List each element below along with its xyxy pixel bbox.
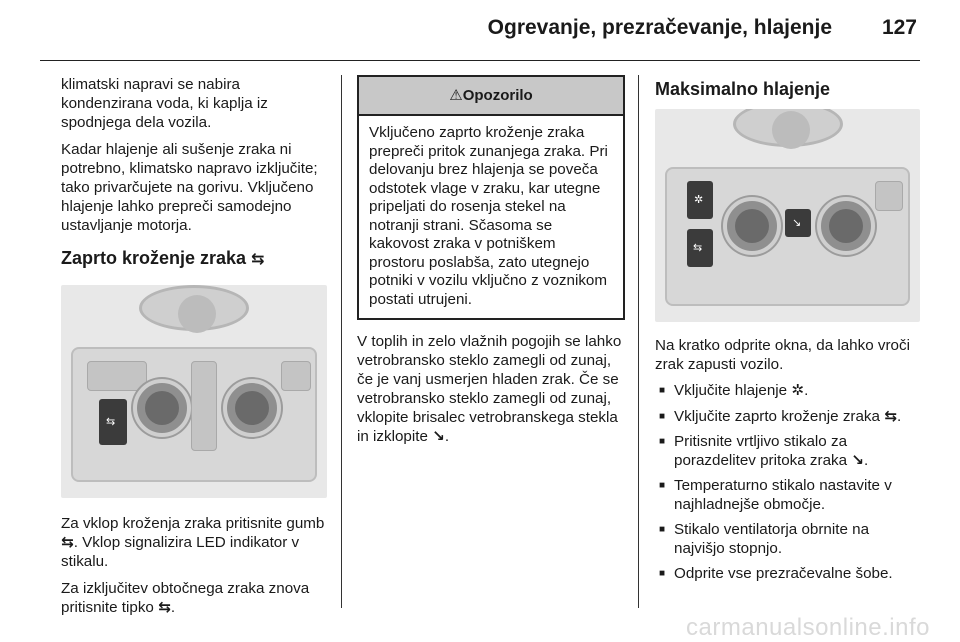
panel-button: [87, 361, 147, 391]
warning-text: Vključeno zaprto kroženje zraka prepreči pritok zunanjega zraka. Pri delovanju brez hlajenja se poveča odstotek vlage v zraku, kar utegne pripeljati do rosenja stekel na notranji strani. Sčasoma se kakovost zraka v potniškem prostoru poslabša, zato utegnejo potniki v vozilu vključno z voznikom postati utrujeni.: [369, 124, 608, 308]
air-distribution-icon: ↘: [792, 217, 802, 229]
section-heading-text: Zaprto kroženje zraka: [61, 248, 247, 268]
fan-knob: [133, 379, 191, 437]
column-divider: [341, 75, 342, 608]
recirculation-button: [687, 229, 713, 267]
climate-panel-image: [655, 109, 920, 322]
section-heading: [61, 247, 327, 271]
list-item: ■ Vključite hlajenje ✲.: [655, 382, 923, 401]
column-divider: [638, 75, 639, 608]
header-rule: [40, 60, 920, 61]
watermark: carmanualsonline.info: [686, 614, 930, 641]
air-vent: [733, 109, 843, 147]
air-distribution-icon: ↘: [851, 451, 865, 469]
panel-button: [281, 361, 311, 391]
fan-knob: [723, 197, 781, 255]
paragraph: V toplih in zelo vlažnih pogojih se lahko vetrobransko steklo zamegli od zunaj, če je vanj usmerjen hladen zrak. Če se vetrobransko steklo zamegli od zunaj, vklopite brisalec vetrobranskega stekla in izklopite ↘.: [357, 333, 622, 445]
list-item: ■ Temperaturno stikalo nastavite v najhladnejše območje.: [655, 477, 923, 514]
section-heading: Maksimalno hlajenje: [655, 79, 831, 99]
paragraph: klimatski napravi se nabira kondenzirana voda, ki kaplja iz spodnjega dela vozila.: [61, 76, 268, 131]
recirculation-icon: ⇆: [158, 599, 171, 616]
snowflake-icon: ✲: [791, 382, 805, 399]
panel-button: [875, 181, 903, 211]
paragraph: Na kratko odprite okna, da lahko vroči zrak zapusti vozilo.: [655, 337, 910, 373]
panel-button: [191, 361, 217, 451]
recirculation-icon: ⇆: [884, 407, 897, 425]
snowflake-icon: ✲: [694, 194, 704, 206]
air-vent: [139, 285, 249, 331]
recirculation-icon: ⇆: [693, 242, 703, 254]
list-item: ■ Vključite zaprto kroženje zraka ⇆.: [655, 408, 923, 427]
climate-panel-image: [61, 285, 327, 498]
paragraph: Za izključitev obtočnega zraka znova pritisnite tipko ⇆.: [61, 580, 310, 616]
control-panel: [665, 167, 910, 306]
recirculation-icon: ⇆: [106, 416, 116, 428]
control-panel: [71, 347, 317, 482]
recirculation-button: [99, 399, 127, 445]
column-middle: [357, 75, 625, 454]
column-right: [655, 75, 923, 591]
paragraph: Kadar hlajenje ali sušenje zraka ni potrebno, klimatsko napravo izključite; tako privarčujete na gorivu. Vključeno hlajenje lahko prepreči samodejno ustavljanje motorja.: [61, 141, 318, 234]
page-number: 127: [881, 16, 917, 39]
header-title: Ogrevanje, prezračevanje, hlajenje: [487, 16, 832, 39]
air-distribution-icon: ↘: [432, 428, 445, 445]
temperature-knob: [223, 379, 281, 437]
warning-box: [357, 75, 625, 320]
steps-list: [655, 382, 923, 584]
recirculation-icon: ⇆: [251, 251, 265, 268]
temperature-knob: [817, 197, 875, 255]
column-left: [61, 75, 327, 625]
list-item: ■ Odprite vse prezračevalne šobe.: [655, 565, 923, 584]
warning-title: ⚠Opozorilo: [359, 77, 623, 116]
warning-triangle-icon: ⚠: [449, 87, 463, 104]
paragraph: Za vklop kroženja zraka pritisnite gumb ⇆. Vklop signalizira LED indikator v stikalu.: [61, 515, 325, 570]
list-item: ■ Stikalo ventilatorja obrnite na najvišjo stopnjo.: [655, 521, 923, 558]
recirculation-icon: ⇆: [61, 534, 74, 551]
cooling-button: [687, 181, 713, 219]
air-distribution-button: [785, 209, 811, 237]
list-item: ■ Pritisnite vrtljivo stikalo za porazdelitev pritoka zraka ↘.: [655, 433, 923, 470]
